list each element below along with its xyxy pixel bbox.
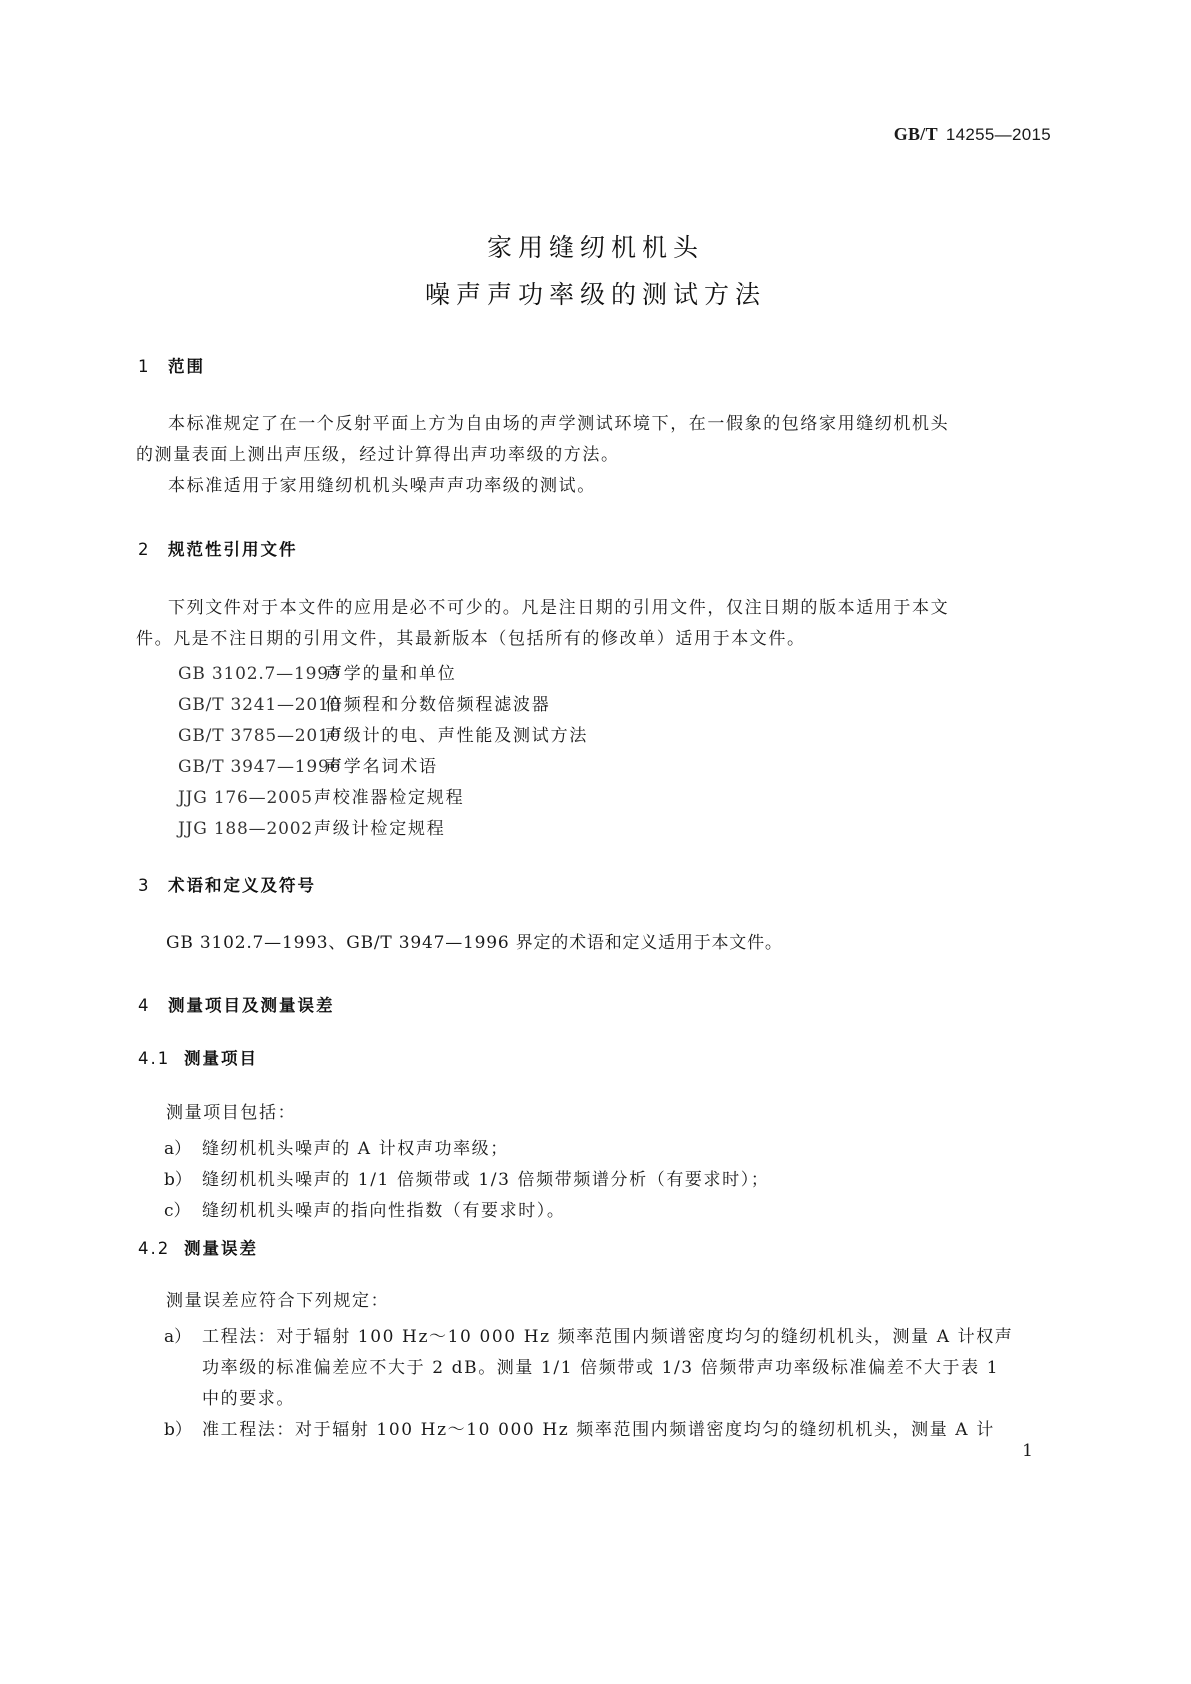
- section-number: 2: [138, 540, 151, 559]
- list-marker: c）: [164, 1201, 191, 1221]
- section-number: 4: [138, 996, 151, 1015]
- list-item: [164, 1415, 995, 1440]
- section-title: 测量项目及测量误差: [168, 996, 335, 1015]
- normative-paragraph-line2: 件。凡是不注日期的引用文件，其最新版本（包括所有的修改单）适用于本文件。: [136, 629, 806, 649]
- list-item: [164, 1322, 1013, 1347]
- reference-code: JJG 188—2002: [178, 819, 313, 839]
- reference-code: GB 3102.7—1993: [178, 664, 341, 684]
- section-4-heading: [138, 992, 335, 1016]
- normative-paragraph-line1: 下列文件对于本文件的应用是必不可少的。凡是注日期的引用文件，仅注日期的版本适用于本文: [168, 598, 950, 618]
- reference-item: [178, 690, 551, 715]
- document-title-line2: 噪声声功率级的测试方法: [424, 280, 766, 309]
- page-number: 1: [1022, 1441, 1033, 1461]
- reference-item: [178, 752, 438, 777]
- list-text: 工程法：对于辐射 100 Hz～10 000 Hz 频率范围内频谱密度均匀的缝纫机机头，测量 A 计权声: [202, 1327, 1014, 1347]
- scope-paragraph-line2: 的测量表面上测出声压级，经过计算得出声功率级的方法。: [136, 445, 620, 465]
- section-2-heading: [138, 536, 298, 560]
- section-title: 规范性引用文件: [168, 540, 298, 559]
- subsection-4-2-heading: [138, 1235, 258, 1259]
- list-marker: a）: [164, 1139, 192, 1159]
- subsection-number: 4.1: [138, 1049, 171, 1068]
- section-number: 1: [138, 357, 151, 376]
- reference-code: GB/T 3785—2010: [178, 726, 342, 746]
- reference-title: 声校准器检定规程: [314, 788, 465, 808]
- terms-paragraph: GB 3102.7—1993、GB/T 3947—1996 界定的术语和定义适用于本文件。: [166, 933, 783, 953]
- list-text-continued: 中的要求。: [202, 1389, 295, 1409]
- list-item: [164, 1165, 769, 1190]
- section-1-heading: [138, 353, 205, 377]
- reference-title: 声学的量和单位: [325, 664, 457, 684]
- subsection-4-1-heading: [138, 1045, 258, 1069]
- measurement-error-intro: 测量误差应符合下列规定：: [166, 1291, 390, 1311]
- subsection-title: 测量项目: [184, 1049, 258, 1068]
- reference-code: GB/T 3947—1996: [178, 757, 342, 777]
- subsection-number: 4.2: [138, 1239, 171, 1258]
- reference-title: 声学名词术语: [325, 757, 438, 777]
- section-title: 术语和定义及符号: [168, 876, 316, 895]
- reference-item: [178, 783, 464, 808]
- reference-title: 声级计的电、声性能及测试方法: [325, 726, 589, 746]
- reference-item: [178, 659, 457, 684]
- reference-item: [178, 814, 446, 839]
- standard-code: [894, 124, 1051, 145]
- reference-item: [178, 721, 588, 746]
- list-text: 缝纫机机头噪声的 A 计权声功率级；: [202, 1139, 509, 1159]
- standard-prefix: GB/T: [893, 124, 938, 144]
- reference-code: JJG 176—2005: [178, 788, 313, 808]
- list-marker: b）: [164, 1170, 192, 1190]
- scope-paragraph-2: 本标准适用于家用缝纫机机头噪声声功率级的测试。: [168, 476, 596, 496]
- scope-paragraph-line1: 本标准规定了在一个反射平面上方为自由场的声学测试环境下，在一假象的包络家用缝纫机机头: [168, 414, 950, 434]
- reference-title: 声级计检定规程: [314, 819, 446, 839]
- subsection-title: 测量误差: [184, 1239, 258, 1258]
- list-marker: b）: [164, 1420, 192, 1440]
- reference-code: GB/T 3241—2010: [178, 695, 342, 715]
- reference-title: 倍频程和分数倍频程滤波器: [325, 695, 551, 715]
- standard-number: 14255—2015: [945, 125, 1051, 144]
- section-title: 范围: [168, 357, 205, 376]
- list-item: [164, 1196, 566, 1221]
- list-item: [164, 1134, 509, 1159]
- list-text: 准工程法：对于辐射 100 Hz～10 000 Hz 频率范围内频谱密度均匀的缝纫机机头，测量 A 计: [202, 1420, 995, 1440]
- list-text: 缝纫机机头噪声的 1/1 倍频带或 1/3 倍频带频谱分析（有要求时）；: [202, 1170, 770, 1190]
- section-3-heading: [138, 872, 316, 896]
- document-title-line1: 家用缝纫机机头: [486, 233, 704, 262]
- measurement-items-intro: 测量项目包括：: [166, 1103, 297, 1123]
- list-text: 缝纫机机头噪声的指向性指数（有要求时）。: [202, 1201, 566, 1221]
- list-text-continued: 功率级的标准偏差应不大于 2 dB。测量 1/1 倍频带或 1/3 倍频带声功率级标准偏差不大于表 1: [202, 1358, 1000, 1378]
- section-number: 3: [138, 876, 151, 895]
- list-marker: a）: [164, 1327, 192, 1347]
